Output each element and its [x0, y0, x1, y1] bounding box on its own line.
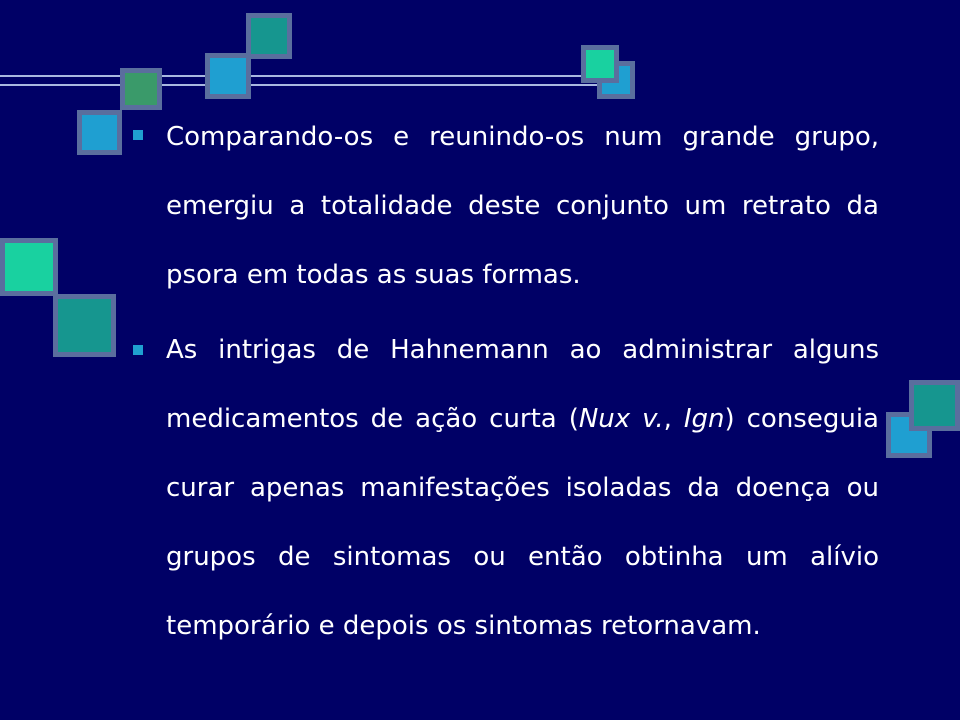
- decorative-line-top: [0, 75, 600, 77]
- decorative-square-blue-left: [77, 110, 122, 155]
- bullet-marker: [133, 345, 143, 355]
- decorative-square-teal-right: [909, 380, 960, 431]
- decorative-square-green: [120, 68, 162, 110]
- decorative-square-teal-top: [246, 13, 292, 59]
- bullet-text-part: ,: [663, 404, 684, 434]
- bullet-text: [166, 316, 879, 661]
- decorative-square-teal-left: [53, 294, 116, 357]
- bullet-text-part: ) conseguia curar apenas manifestações isoladas da doença ou grupos de sintomas ou então obtinha um alívio temporário e depois os sintomas retornavam.: [166, 404, 879, 641]
- decorative-square-mint-small: [581, 45, 619, 83]
- decorative-square-mint-left: [0, 238, 58, 296]
- italic-remedy-name: Nux v.: [578, 404, 664, 434]
- bullet-marker: [133, 130, 143, 140]
- decorative-line-bottom: [0, 84, 610, 86]
- italic-remedy-name: Ign: [683, 404, 725, 434]
- decorative-square-blue-top: [205, 53, 251, 99]
- bullet-text-part: As intrigas de Hahnemann ao administrar alguns medicamentos de ação curta (: [166, 335, 879, 434]
- bullet-text: Comparando-os e reunindo-os num grande grupo, emergiu a totalidade deste conjunto um retrato da psora em todas as suas formas.: [166, 122, 879, 290]
